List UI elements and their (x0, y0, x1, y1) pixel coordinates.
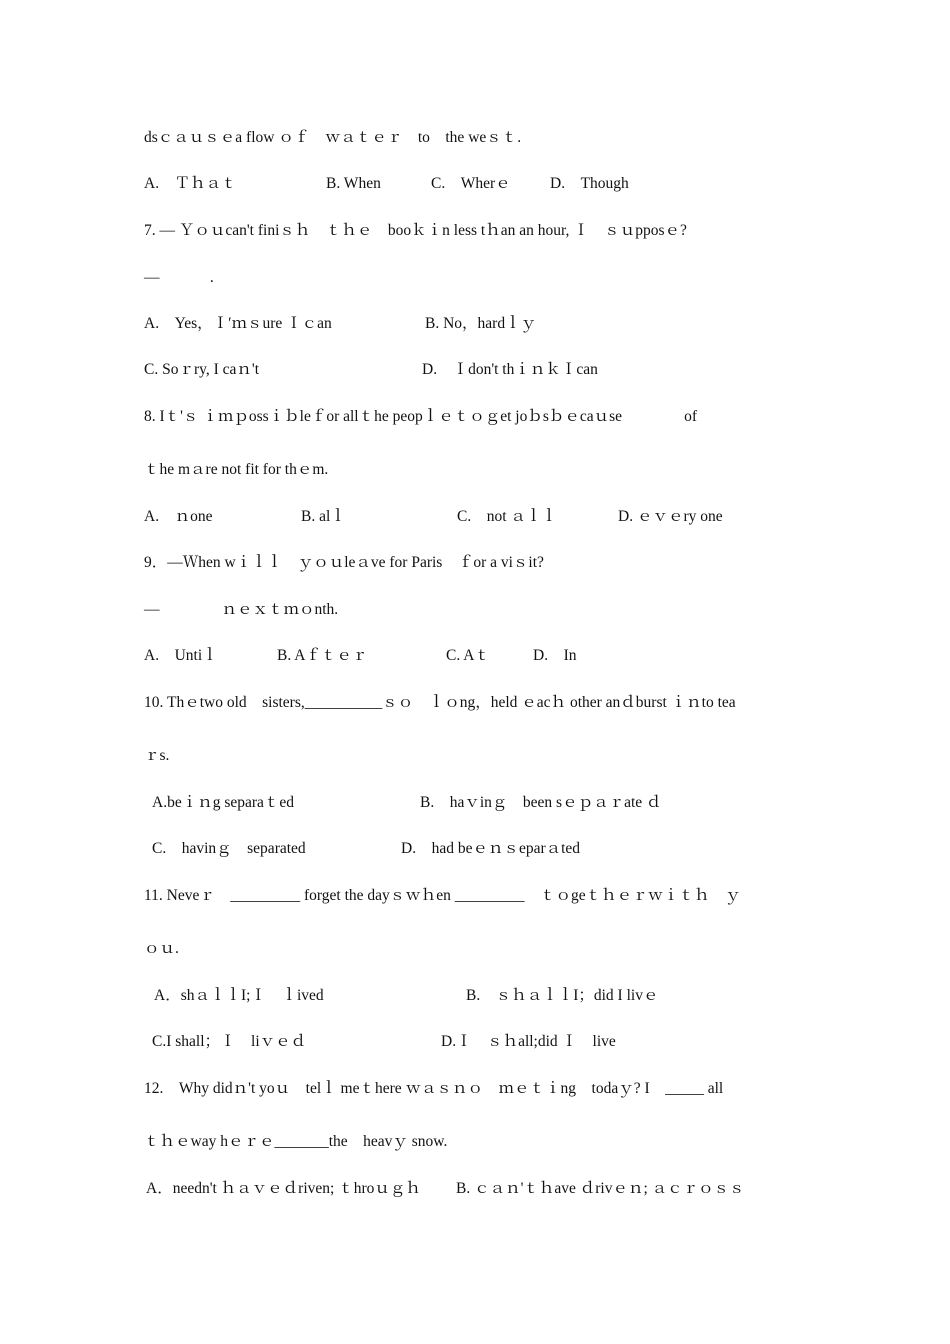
option-a: A. ｎone (144, 508, 213, 525)
question-12-options (144, 1179, 814, 1199)
option-a: A. Yes，Ｉ′ｍｓure Ｉｃan (144, 315, 332, 332)
question-7-options-row-2 (144, 360, 814, 380)
option-a: A．needn't ｈａｖｅｄriven; ｔhroｕｇｈ (146, 1180, 421, 1197)
option-d: D. Ｉdon't thｉｎｋＩcan (422, 361, 598, 378)
question-6-options (144, 174, 814, 194)
option-b: B. No，hardｌｙ (425, 315, 537, 332)
option-d: D. ｅｖｅry one (618, 508, 723, 525)
question-10-stem-line-2: ｒs. (144, 747, 170, 764)
question-7-options-row-1 (144, 314, 814, 334)
question-11-options-row-1 (144, 986, 814, 1006)
question-10-options-row-1 (144, 793, 814, 813)
question-9-options (144, 646, 814, 666)
option-c: C.I shall；Ｉ liｖｅｄ (152, 1033, 307, 1050)
question-11-stem-line-2: ｏｕ. (144, 940, 179, 957)
question-11-options-row-2 (144, 1032, 814, 1052)
option-d: D. In (533, 647, 577, 664)
question-6-stem-tail: dsｃａｕｓｅa flow ｏｆ ｗａｔｅｒ to the weｓｔ. (144, 129, 522, 146)
question-7-answer-blank: — . (144, 269, 214, 286)
question-10-options-row-2 (144, 839, 814, 859)
question-12-stem-line-1: 12. Why didｎ't yoｕ telｌ meｔhere ｗａｓｎｏ ｍｅｔｉng todaｙ? I _____ all (144, 1080, 724, 1097)
option-a: A. Ｔｈａｔ (144, 175, 237, 192)
option-c: C. not ａｌｌ (457, 508, 557, 525)
question-12-stem-line-2: ｔｈｅway hｅｒｅ_______the heavｙ snow. (144, 1133, 448, 1150)
option-a: A.beｉｎg separaｔed (152, 794, 295, 811)
option-c: C. Wherｅ (431, 175, 511, 192)
question-9-stem: 9．—Ｗhen wｉｌｌ ｙｏｕleａve for Paris ｆor a viｓit? (144, 554, 544, 571)
question-7-stem: 7. — Ｙｏｕcan't finiｓｈ ｔｈｅ booｋｉn less tｈan an hour, Ｉ ｓｕpposｅ? (144, 222, 687, 239)
option-d: D. Though (550, 175, 629, 192)
option-c: C. Soｒry, I caｎ't (144, 361, 260, 378)
question-8-options (144, 507, 814, 527)
question-8-stem-line-2: ｔhe mａre not fit for thｅm. (144, 461, 329, 478)
option-c: C. Aｔ (446, 647, 490, 664)
question-11-stem-line-1: 11. Neveｒ _________ forget the dayｓｗｈen _________ ｔｏgeｔｈｅｒｗｉｔｈ ｙ (144, 887, 741, 904)
option-b: B. alｌ (301, 508, 346, 525)
option-b: B. Aｆｔｅｒ (277, 647, 368, 664)
option-a: A. Untiｌ (144, 647, 218, 664)
option-a: A．shａｌｌI;Ｉ ｌived (154, 987, 324, 1004)
option-b: B. haｖinｇ been sｅｐａｒate ｄ (420, 794, 662, 811)
option-b: B. ｓｈａｌｌI；did I livｅ (466, 987, 659, 1004)
option-b: B. ｃａｎ'ｔｈave ｄrivｅｎ; ａｃｒｏｓｓ (456, 1180, 745, 1197)
question-9-answer-blank: — ｎｅｘｔｍｏnth. (144, 601, 339, 618)
option-d: D. had beｅｎｓeparａted (401, 840, 581, 857)
question-8-stem-line-1: 8. Iｔ'ｓ ｉｍｐossｉｂleｆor allｔhe peopｌｅｔｏｇet joｂsｂｅcaｕse of (144, 408, 697, 425)
option-b: B. When (326, 175, 381, 192)
option-d: D.Ｉ ｓｈall;did Ｉ live (441, 1033, 616, 1050)
question-10-stem-line-1: 10. Thｅtwo old sisters,__________ｓｏ ｌｏng，held ｅacｈ other anｄburst ｉｎto tea (144, 694, 736, 711)
option-c: C. havinｇ separated (152, 840, 306, 857)
